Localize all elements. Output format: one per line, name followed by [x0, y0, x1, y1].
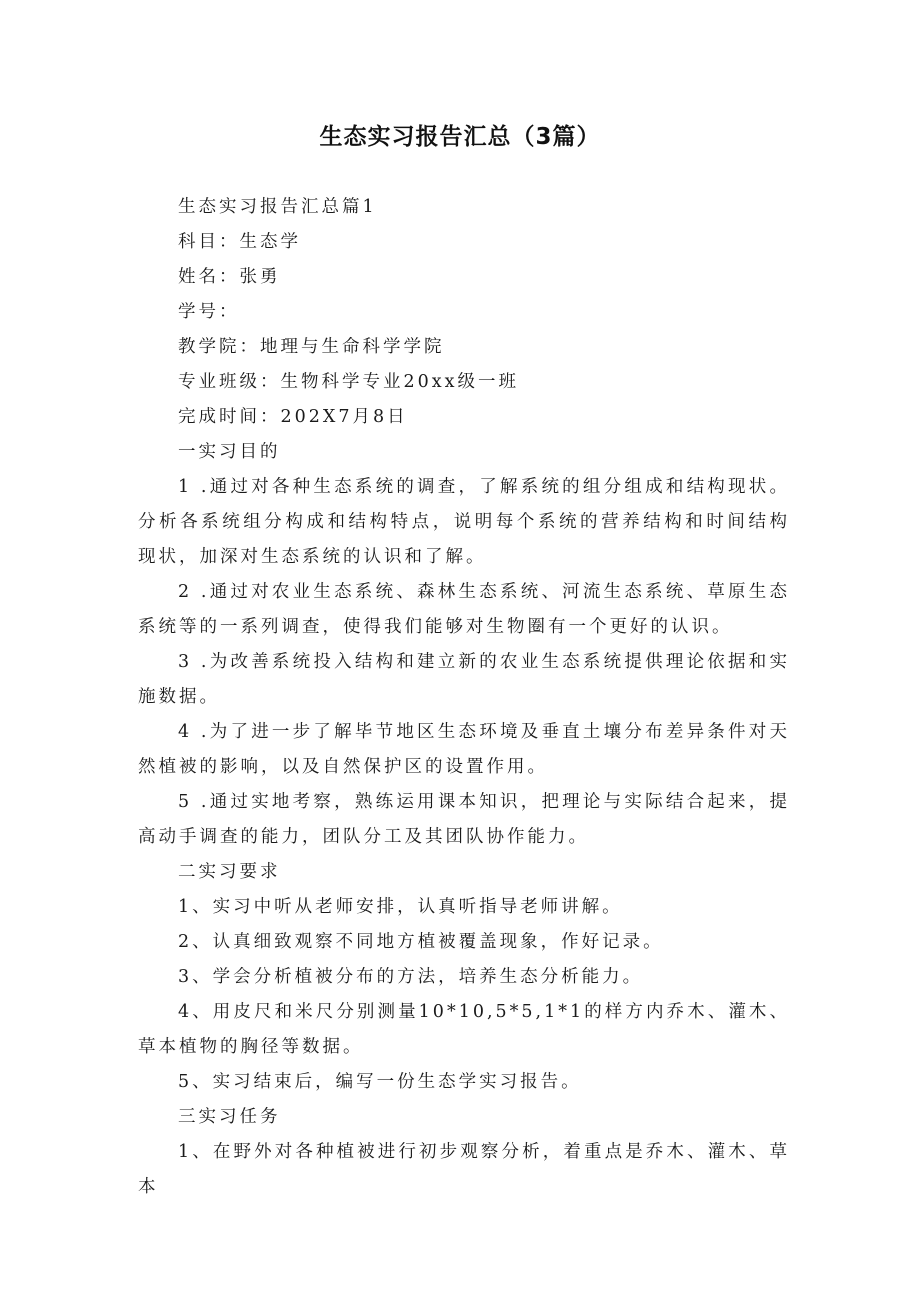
- body-paragraph: 2 .通过对农业生态系统、森林生态系统、河流生态系统、草原生态系统等的一系列调查，使得我们能够对生物圈有一个更好的认识。: [138, 582, 790, 637]
- section-heading-purpose: 一实习目的: [178, 442, 281, 462]
- body-paragraph: 4 .为了进一步了解毕节地区生态环境及垂直土壤分布差异条件对天然植被的影响，以及自然保护区的设置作用。: [138, 722, 790, 777]
- document-title: 生态实习报告汇总（3篇）: [319, 124, 601, 150]
- student-id-line: 学号：: [178, 302, 240, 322]
- body-paragraph: 1、在野外对各种植被进行初步观察分析，着重点是乔木、灌木、草本: [138, 1142, 790, 1197]
- body-paragraph: 1 .通过对各种生态系统的调查，了解系统的组分组成和结构现状。分析各系统组分构成和结构特点，说明每个系统的营养结构和时间结构现状，加深对生态系统的认识和了解。: [138, 477, 790, 567]
- body-paragraph: 5、实习结束后，编写一份生态学实习报告。: [178, 1072, 582, 1092]
- body-paragraph: 1、实习中听从老师安排，认真听指导老师讲解。: [178, 897, 623, 917]
- class-line: 专业班级：生物科学专业20xx级一班: [178, 372, 520, 392]
- body-paragraph: 3 .为改善系统投入结构和建立新的农业生态系统提供理论依据和实施数据。: [138, 652, 790, 707]
- body-paragraph: 5 .通过实地考察，熟练运用课本知识，把理论与实际结合起来，提高动手调查的能力，团队分工及其团队协作能力。: [138, 792, 790, 847]
- completion-date-line: 完成时间：202X7月8日: [178, 407, 408, 427]
- body-paragraph: 3、学会分析植被分布的方法，培养生态分析能力。: [178, 967, 644, 987]
- section-heading-requirements: 二实习要求: [178, 862, 281, 882]
- name-line: 姓名：张勇: [178, 267, 281, 287]
- body-paragraph: 2、认真细致观察不同地方植被覆盖现象，作好记录。: [178, 932, 664, 952]
- subject-line: 科目：生态学: [178, 232, 301, 252]
- college-line: 教学院：地理与生命科学学院: [178, 337, 445, 357]
- section-heading-tasks: 三实习任务: [178, 1107, 281, 1127]
- section-heading: 生态实习报告汇总篇1: [178, 197, 377, 217]
- body-paragraph: 4、用皮尺和米尺分别测量10*10,5*5,1*1的样方内乔木、灌木、草本植物的胸径等数据。: [138, 1002, 790, 1057]
- document-body: [138, 190, 790, 1205]
